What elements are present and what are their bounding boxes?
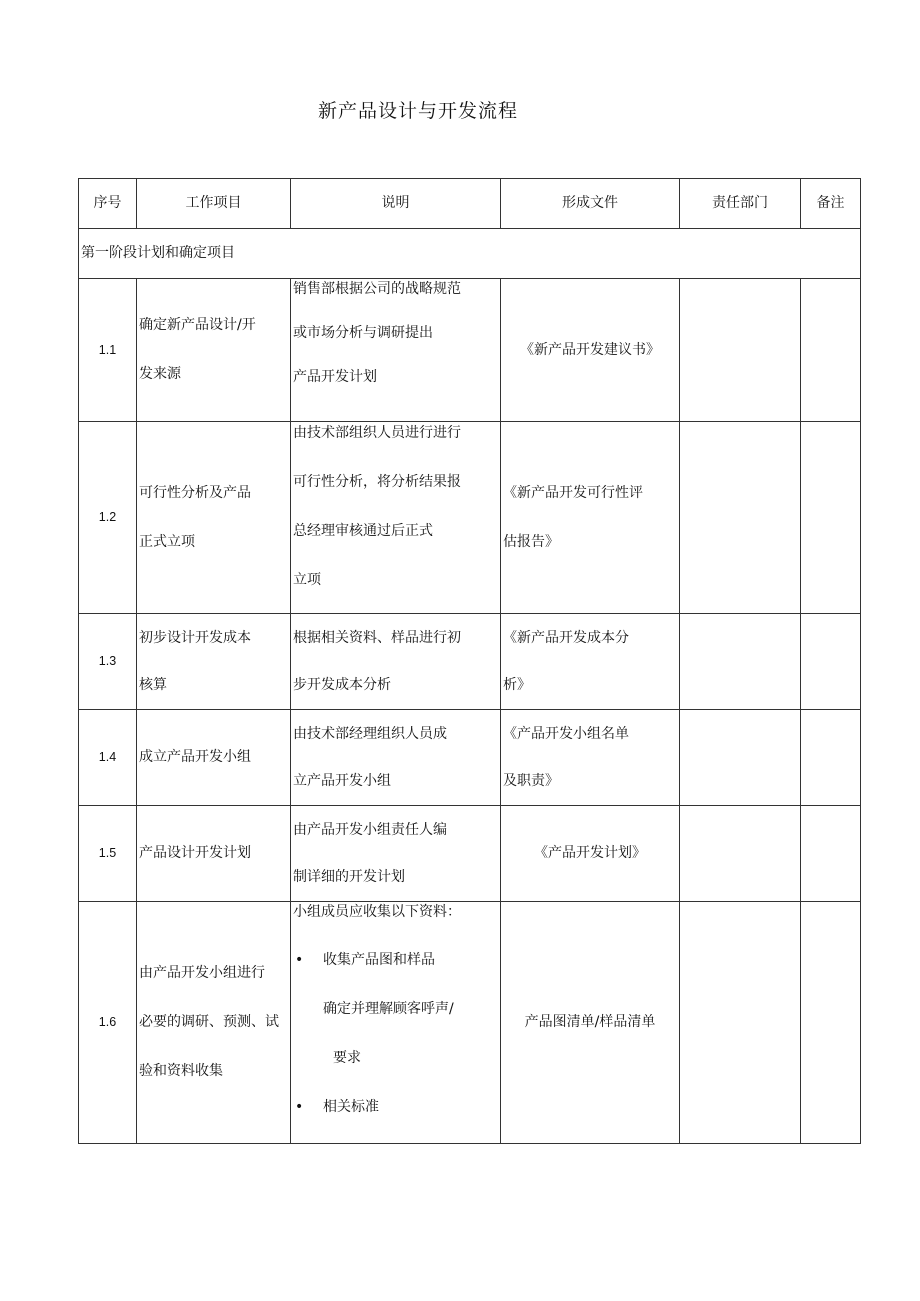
desc-line: 或市场分析与调研提出 [293, 325, 433, 341]
table-row [79, 806, 861, 902]
table-row [79, 422, 861, 614]
row-dept [680, 614, 801, 710]
item-line: 发来源 [139, 366, 181, 382]
item-line: 产品设计开发计划 [139, 845, 251, 861]
bullet-item [293, 1097, 498, 1117]
docs-line: 《产品开发计划》 [534, 845, 646, 861]
row-item [137, 710, 291, 806]
docs-line: 及职责》 [503, 772, 559, 789]
row-dept [680, 422, 801, 614]
row-desc [291, 710, 501, 806]
desc-line: 立产品开发小组 [293, 772, 391, 789]
page-title: 新产品设计与开发流程 [317, 100, 518, 122]
row-number: 1.3 [79, 614, 137, 710]
row-item [137, 902, 291, 1144]
row-item [137, 279, 291, 422]
header-seq: 序号 [79, 179, 137, 229]
desc-line: 由产品开发小组责任人编 [293, 821, 447, 838]
row-dept [680, 902, 801, 1144]
stage-title: 第一阶段计划和确定项目 [79, 229, 861, 279]
item-line: 成立产品开发小组 [139, 749, 251, 765]
row-dept [680, 279, 801, 422]
bullet-icon: • [295, 952, 304, 968]
row-docs [501, 422, 680, 614]
row-note [801, 710, 861, 806]
desc-line: 销售部根据公司的战略规范 [293, 281, 461, 297]
item-line: 确定新产品设计/开 [139, 317, 256, 333]
header-row [79, 179, 861, 229]
desc-line: 立项 [293, 572, 321, 588]
row-desc [291, 422, 501, 614]
desc-line: 总经理审核通过后正式 [293, 523, 433, 539]
bullet-text: 收集产品图和样品 [323, 952, 435, 968]
row-desc [291, 902, 501, 1144]
row-docs [501, 614, 680, 710]
row-item [137, 614, 291, 710]
row-item [137, 422, 291, 614]
docs-line: 《新产品开发建议书》 [520, 341, 660, 358]
item-line: 由产品开发小组进行 [139, 965, 265, 981]
bullet-text: 确定并理解顾客呼声/ [323, 1001, 454, 1017]
row-desc [291, 806, 501, 902]
docs-line: 析》 [503, 676, 531, 693]
table-row [79, 710, 861, 806]
table-row [79, 614, 861, 710]
row-number: 1.6 [79, 902, 137, 1144]
row-number: 1.5 [79, 806, 137, 902]
header-docs: 形成文件 [501, 179, 680, 229]
bullet-text: 相关标准 [323, 1099, 379, 1115]
row-item [137, 806, 291, 902]
bullet-item [293, 999, 498, 1019]
row-number: 1.4 [79, 710, 137, 806]
row-docs [501, 902, 680, 1144]
desc-line: 产品开发计划 [293, 369, 377, 385]
row-note [801, 422, 861, 614]
header-note: 备注 [801, 179, 861, 229]
row-note [801, 806, 861, 902]
row-number: 1.1 [79, 279, 137, 422]
bullet-item [293, 950, 498, 970]
bullet-continuation: 要求 [333, 1050, 361, 1066]
row-note [801, 279, 861, 422]
header-desc: 说明 [291, 179, 501, 229]
desc-line: 制详细的开发计划 [293, 868, 405, 885]
table-row [79, 902, 861, 1144]
docs-line: 《产品开发小组名单 [503, 725, 629, 742]
item-line: 正式立项 [139, 533, 195, 550]
docs-line: 《新产品开发可行性评 [503, 484, 643, 501]
item-line: 核算 [139, 676, 167, 693]
table-row [79, 279, 861, 422]
process-table [78, 178, 861, 1144]
docs-line: 《新产品开发成本分 [503, 629, 629, 646]
item-line: 验和资料收集 [139, 1063, 223, 1079]
docs-line: 估报告》 [503, 533, 559, 550]
item-line: 可行性分析及产品 [139, 484, 251, 501]
row-docs [501, 710, 680, 806]
desc-line: 由技术部经理组织人员成 [293, 725, 447, 742]
desc-line: 由技术部组织人员进行进行 [293, 425, 461, 441]
row-docs [501, 806, 680, 902]
item-line: 初步设计开发成本 [139, 629, 251, 646]
stage-row [79, 229, 861, 279]
desc-line: 可行性分析，将分析结果报 [293, 474, 461, 490]
row-note [801, 614, 861, 710]
header-item: 工作项目 [137, 179, 291, 229]
desc-line: 根据相关资料、样品进行初 [293, 629, 461, 646]
row-docs [501, 279, 680, 422]
bullet-icon: • [295, 1099, 304, 1115]
row-dept [680, 710, 801, 806]
row-dept [680, 806, 801, 902]
row-desc [291, 279, 501, 422]
desc-intro: 小组成员应收集以下资料： [293, 904, 461, 920]
docs-line: 产品图清单/样品清单 [524, 1014, 656, 1030]
header-dept: 责任部门 [680, 179, 801, 229]
item-line: 必要的调研、预测、试 [139, 1014, 279, 1030]
row-desc [291, 614, 501, 710]
row-number: 1.2 [79, 422, 137, 614]
row-note [801, 902, 861, 1144]
desc-line: 步开发成本分析 [293, 676, 391, 693]
